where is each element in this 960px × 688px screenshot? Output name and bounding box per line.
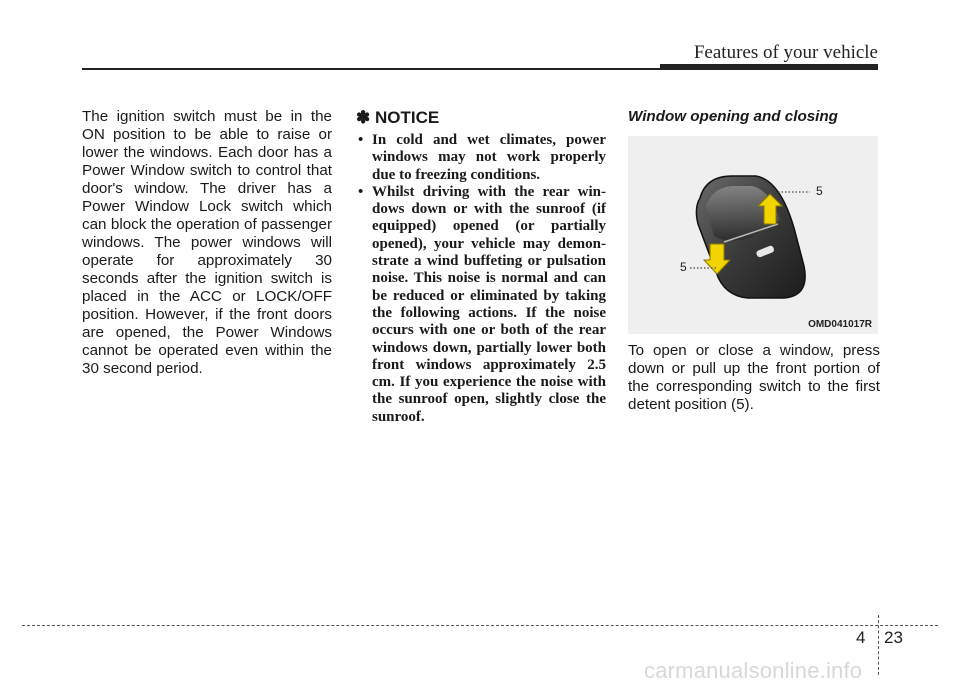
notice-item: • Whilst driving with the rear win-dows down or with the sunroof (if equipped) opened (or partially opened), your vehicle may demon-strate a wind buffeting or pulsation noise. This noise is normal and can be reduced or eliminated by taking the following actions. If the noise occurs with one or both of the rear windows down, partially lower both front windows approximately 2.5 cm. If you experience the noise with the sunroof open, slightly close the sunroof. xyxy=(356,184,606,426)
header-title: Features of your vehicle xyxy=(693,42,878,63)
window-switch-illustration xyxy=(628,136,878,334)
notice-item: • In cold and wet climates, power windows may not work properly due to freezing conditions. xyxy=(356,132,606,184)
window-instructions: To open or close a window, press down or pull up the front portion of the corresponding switch to the first detent position (5). xyxy=(628,342,880,413)
window-switch-figure xyxy=(628,136,878,334)
callout-bottom: 5 xyxy=(680,260,687,274)
column-middle xyxy=(356,108,606,426)
watermark: carmanualsonline.info xyxy=(644,658,863,683)
ignition-paragraph: The ignition switch must be in the ON position to be able to raise or lower the windows. Each door has a Power Window switch to control that door's window. The driver has a Power Window Lock switch which can block the operation of passenger windows. The power windows will operate for approximately 30 seconds after the ignition switch is placed in the ACC or LOCK/OFF position. However, if the front doors are opened, the Power Windows cannot be operated even within the 30 second period. xyxy=(82,108,332,377)
column-right xyxy=(628,108,880,414)
footer-rule xyxy=(22,625,938,626)
callout-top: 5 xyxy=(816,184,823,198)
notice-title: ✽ NOTICE xyxy=(356,108,440,127)
page-number: 23 xyxy=(884,628,903,647)
column-left xyxy=(82,108,332,378)
footer-divider xyxy=(878,615,879,675)
header-rule-accent xyxy=(660,64,878,70)
chapter-number: 4 xyxy=(856,628,866,647)
notice-list xyxy=(356,132,606,426)
section-heading: Window opening and closing xyxy=(628,108,838,125)
figure-code: OMD041017R xyxy=(808,319,872,330)
